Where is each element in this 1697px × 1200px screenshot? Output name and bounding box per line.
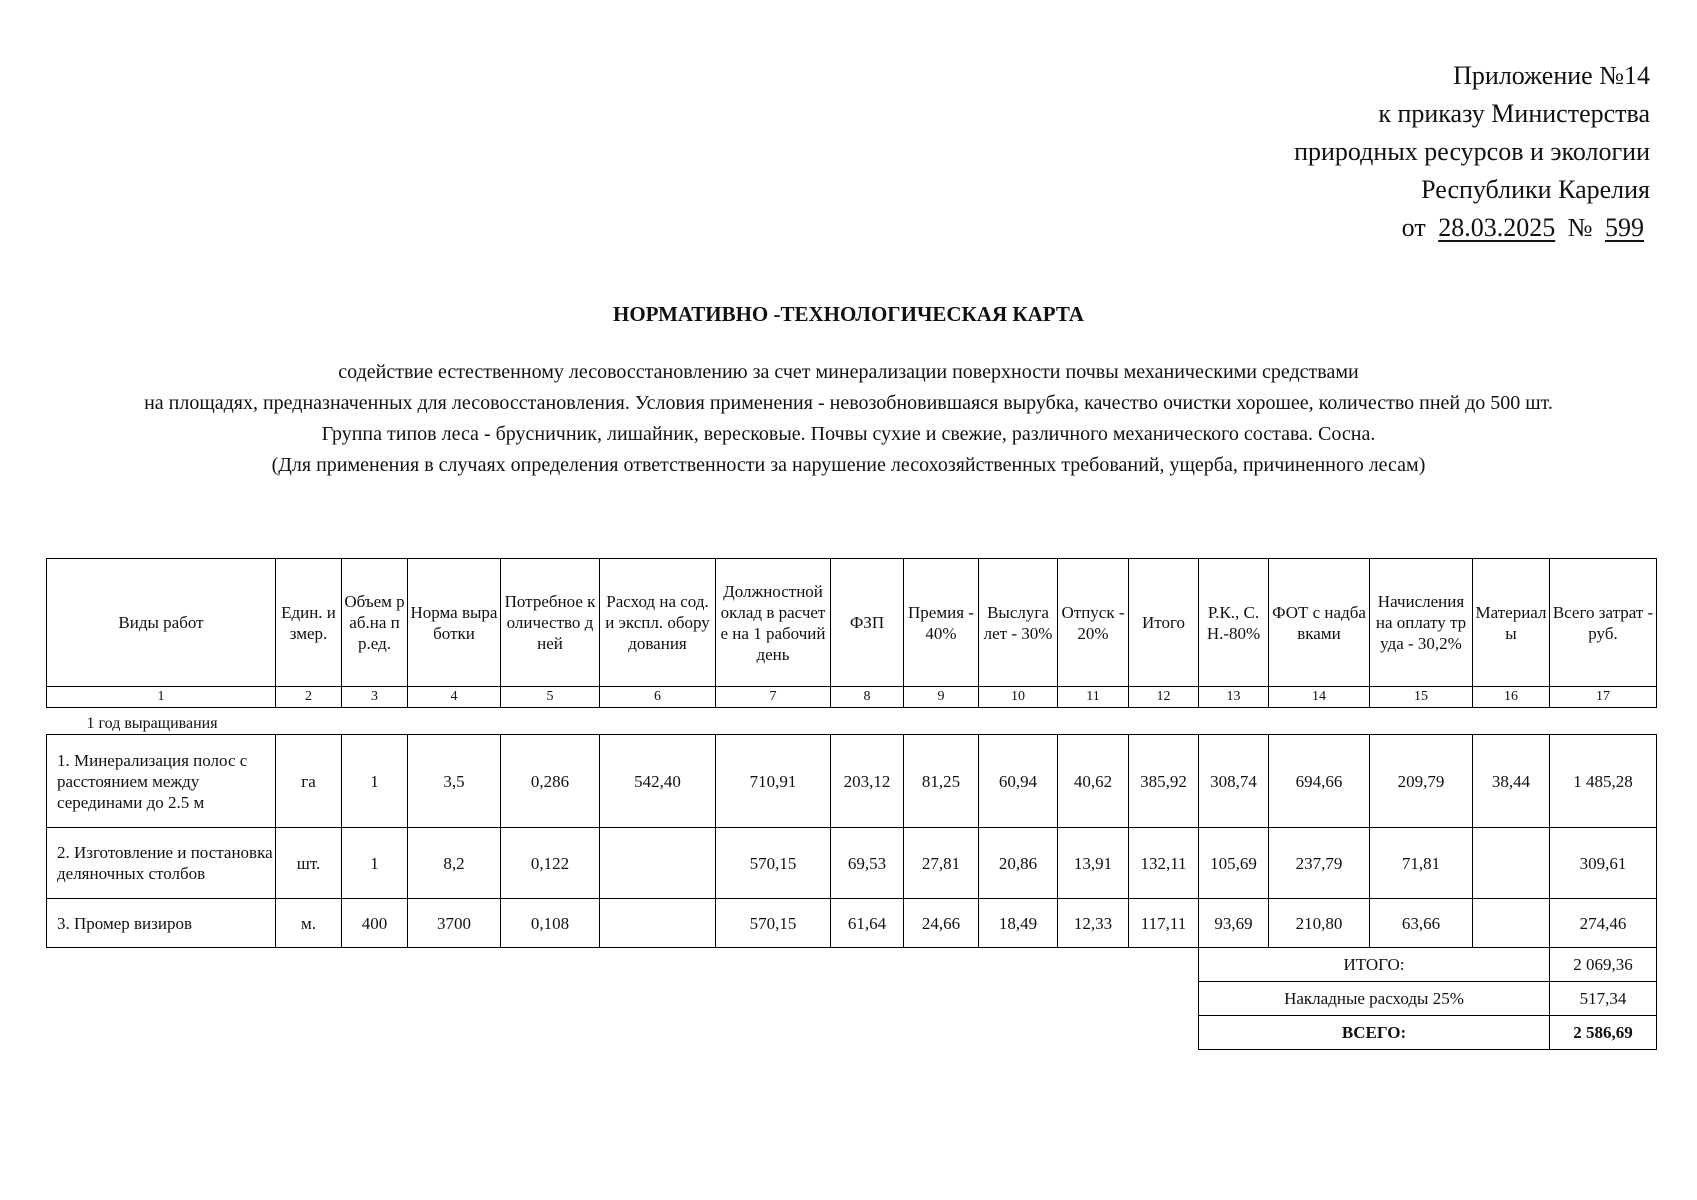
appendix-block: [1050, 57, 1650, 247]
table-cell: 1 485,28: [1550, 735, 1657, 828]
table-cell: 132,11: [1129, 828, 1199, 899]
document-title: НОРМАТИВНО -ТЕХНОЛОГИЧЕСКАЯ КАРТА: [613, 302, 1084, 326]
col-header: Выслуга лет - 30%: [979, 559, 1058, 687]
table-cell: 308,74: [1199, 735, 1269, 828]
table-cell: 542,40: [600, 735, 716, 828]
summary-value: 517,34: [1550, 982, 1657, 1016]
col-number: 11: [1058, 687, 1129, 708]
col-header: ФЗП: [831, 559, 904, 687]
column-number-row: [47, 687, 1657, 708]
table-cell: 117,11: [1129, 899, 1199, 948]
table-cell: 400: [342, 899, 408, 948]
col-header: Отпуск - 20%: [1058, 559, 1129, 687]
col-number: 4: [408, 687, 501, 708]
appendix-line-1: Приложение №14: [1453, 61, 1650, 90]
summary-row-total: [47, 948, 1657, 982]
col-number: 6: [600, 687, 716, 708]
table-cell: 209,79: [1370, 735, 1473, 828]
table-cell: 694,66: [1269, 735, 1370, 828]
col-number: 10: [979, 687, 1058, 708]
table-row: [47, 735, 1657, 828]
table-cell: 69,53: [831, 828, 904, 899]
table-cell: 274,46: [1550, 899, 1657, 948]
table-cell: 570,15: [716, 828, 831, 899]
col-number: 2: [276, 687, 342, 708]
document-subtitle: [0, 357, 1697, 481]
col-header: Виды работ: [47, 559, 276, 687]
col-header: Объем раб.на пр.ед.: [342, 559, 408, 687]
table-row: [47, 828, 1657, 899]
table-cell: га: [276, 735, 342, 828]
table-cell: [1473, 828, 1550, 899]
col-header: ФОТ с надбавками: [1269, 559, 1370, 687]
col-number: 1: [47, 687, 276, 708]
table-cell: 38,44: [1473, 735, 1550, 828]
table-cell: 60,94: [979, 735, 1058, 828]
table-cell: 385,92: [1129, 735, 1199, 828]
technology-card-table: [46, 558, 1657, 1050]
summary-value: 2 069,36: [1550, 948, 1657, 982]
col-number: 8: [831, 687, 904, 708]
table-cell: 237,79: [1269, 828, 1370, 899]
col-number: 9: [904, 687, 979, 708]
table-cell: 203,12: [831, 735, 904, 828]
appendix-line-2: к приказу Министерства: [1378, 99, 1650, 128]
section-label: 1 год выращивания: [86, 715, 218, 732]
table-cell: м.: [276, 899, 342, 948]
col-number: 13: [1199, 687, 1269, 708]
col-header: Должностной оклад в расчете на 1 рабочий день: [716, 559, 831, 687]
col-header: Р.К., С.Н.-80%: [1199, 559, 1269, 687]
col-header: Всего затрат - руб.: [1550, 559, 1657, 687]
table-cell: 710,91: [716, 735, 831, 828]
col-number: 5: [501, 687, 600, 708]
table-cell: 81,25: [904, 735, 979, 828]
table-cell: 0,286: [501, 735, 600, 828]
number-sign: №: [1567, 213, 1593, 242]
col-header: Материалы: [1473, 559, 1550, 687]
table-cell: 63,66: [1370, 899, 1473, 948]
col-header: Потребное количество дней: [501, 559, 600, 687]
col-header: Един. измер.: [276, 559, 342, 687]
table-cell: 61,64: [831, 899, 904, 948]
col-header: Расход на сод.и экспл. оборудования: [600, 559, 716, 687]
table-cell: 309,61: [1550, 828, 1657, 899]
col-number: 3: [342, 687, 408, 708]
table-cell: 0,108: [501, 899, 600, 948]
col-header: Итого: [1129, 559, 1199, 687]
col-number: 15: [1370, 687, 1473, 708]
subtitle-line-2: на площадях, предназначенных для лесовосстановления. Условия применения - невозобновившаяся вырубка, качество очистки хорошее, количество пней до 500 шт.: [144, 392, 1553, 414]
col-number: 7: [716, 687, 831, 708]
table-cell: 40,62: [1058, 735, 1129, 828]
table-cell: [600, 899, 716, 948]
order-date: 28.03.2025: [1438, 213, 1556, 242]
table-cell: 13,91: [1058, 828, 1129, 899]
summary-label: ВСЕГО:: [1199, 1016, 1550, 1050]
table-cell: 8,2: [408, 828, 501, 899]
col-number: 14: [1269, 687, 1370, 708]
table-cell: 105,69: [1199, 828, 1269, 899]
table-cell: 24,66: [904, 899, 979, 948]
table-cell: [1473, 899, 1550, 948]
col-number: 16: [1473, 687, 1550, 708]
col-number: 17: [1550, 687, 1657, 708]
summary-row-grand-total: [47, 1016, 1657, 1050]
appendix-line-4: Республики Карелия: [1421, 175, 1650, 204]
summary-label: Накладные расходы 25%: [1199, 982, 1550, 1016]
table-cell: 3700: [408, 899, 501, 948]
table-cell: 3,5: [408, 735, 501, 828]
table-cell: 210,80: [1269, 899, 1370, 948]
table-cell: 1: [342, 735, 408, 828]
table-cell: 0,122: [501, 828, 600, 899]
appendix-date-line: [1050, 209, 1650, 247]
table-cell: 1: [342, 828, 408, 899]
subtitle-line-3: Группа типов леса - брусничник, лишайник, вересковые. Почвы сухие и свежие, различного механического состава. Сосна.: [321, 423, 1376, 445]
header-row: [47, 559, 1657, 687]
section-row: [47, 708, 1657, 735]
subtitle-line-4: (Для применения в случаях определения ответственности за нарушение лесохозяйственных требований, ущерба, причиненного лесам): [271, 454, 1426, 476]
date-prefix: от: [1401, 213, 1426, 242]
table-cell: 12,33: [1058, 899, 1129, 948]
col-header: Норма выработки: [408, 559, 501, 687]
table-cell: [600, 828, 716, 899]
summary-label: ИТОГО:: [1199, 948, 1550, 982]
table-cell: 20,86: [979, 828, 1058, 899]
summary-row-overhead: [47, 982, 1657, 1016]
work-type-cell: 3. Промер визиров: [47, 899, 276, 948]
table-cell: шт.: [276, 828, 342, 899]
table-cell: 570,15: [716, 899, 831, 948]
table-cell: 27,81: [904, 828, 979, 899]
col-number: 12: [1129, 687, 1199, 708]
table-cell: 93,69: [1199, 899, 1269, 948]
col-header: Начисления на оплату труда - 30,2%: [1370, 559, 1473, 687]
subtitle-line-1: содействие естественному лесовосстановлению за счет минерализации поверхности почвы механическими средствами: [338, 361, 1359, 383]
table-row: [47, 899, 1657, 948]
table-cell: 18,49: [979, 899, 1058, 948]
appendix-line-3: природных ресурсов и экологии: [1294, 137, 1650, 166]
work-type-cell: 2. Изготовление и постановка деляночных столбов: [47, 828, 276, 899]
summary-value: 2 586,69: [1550, 1016, 1657, 1050]
col-header: Премия - 40%: [904, 559, 979, 687]
work-type-cell: 1. Минерализация полос с расстоянием между серединами до 2.5 м: [47, 735, 276, 828]
order-number: 599: [1605, 213, 1644, 242]
table-cell: 71,81: [1370, 828, 1473, 899]
